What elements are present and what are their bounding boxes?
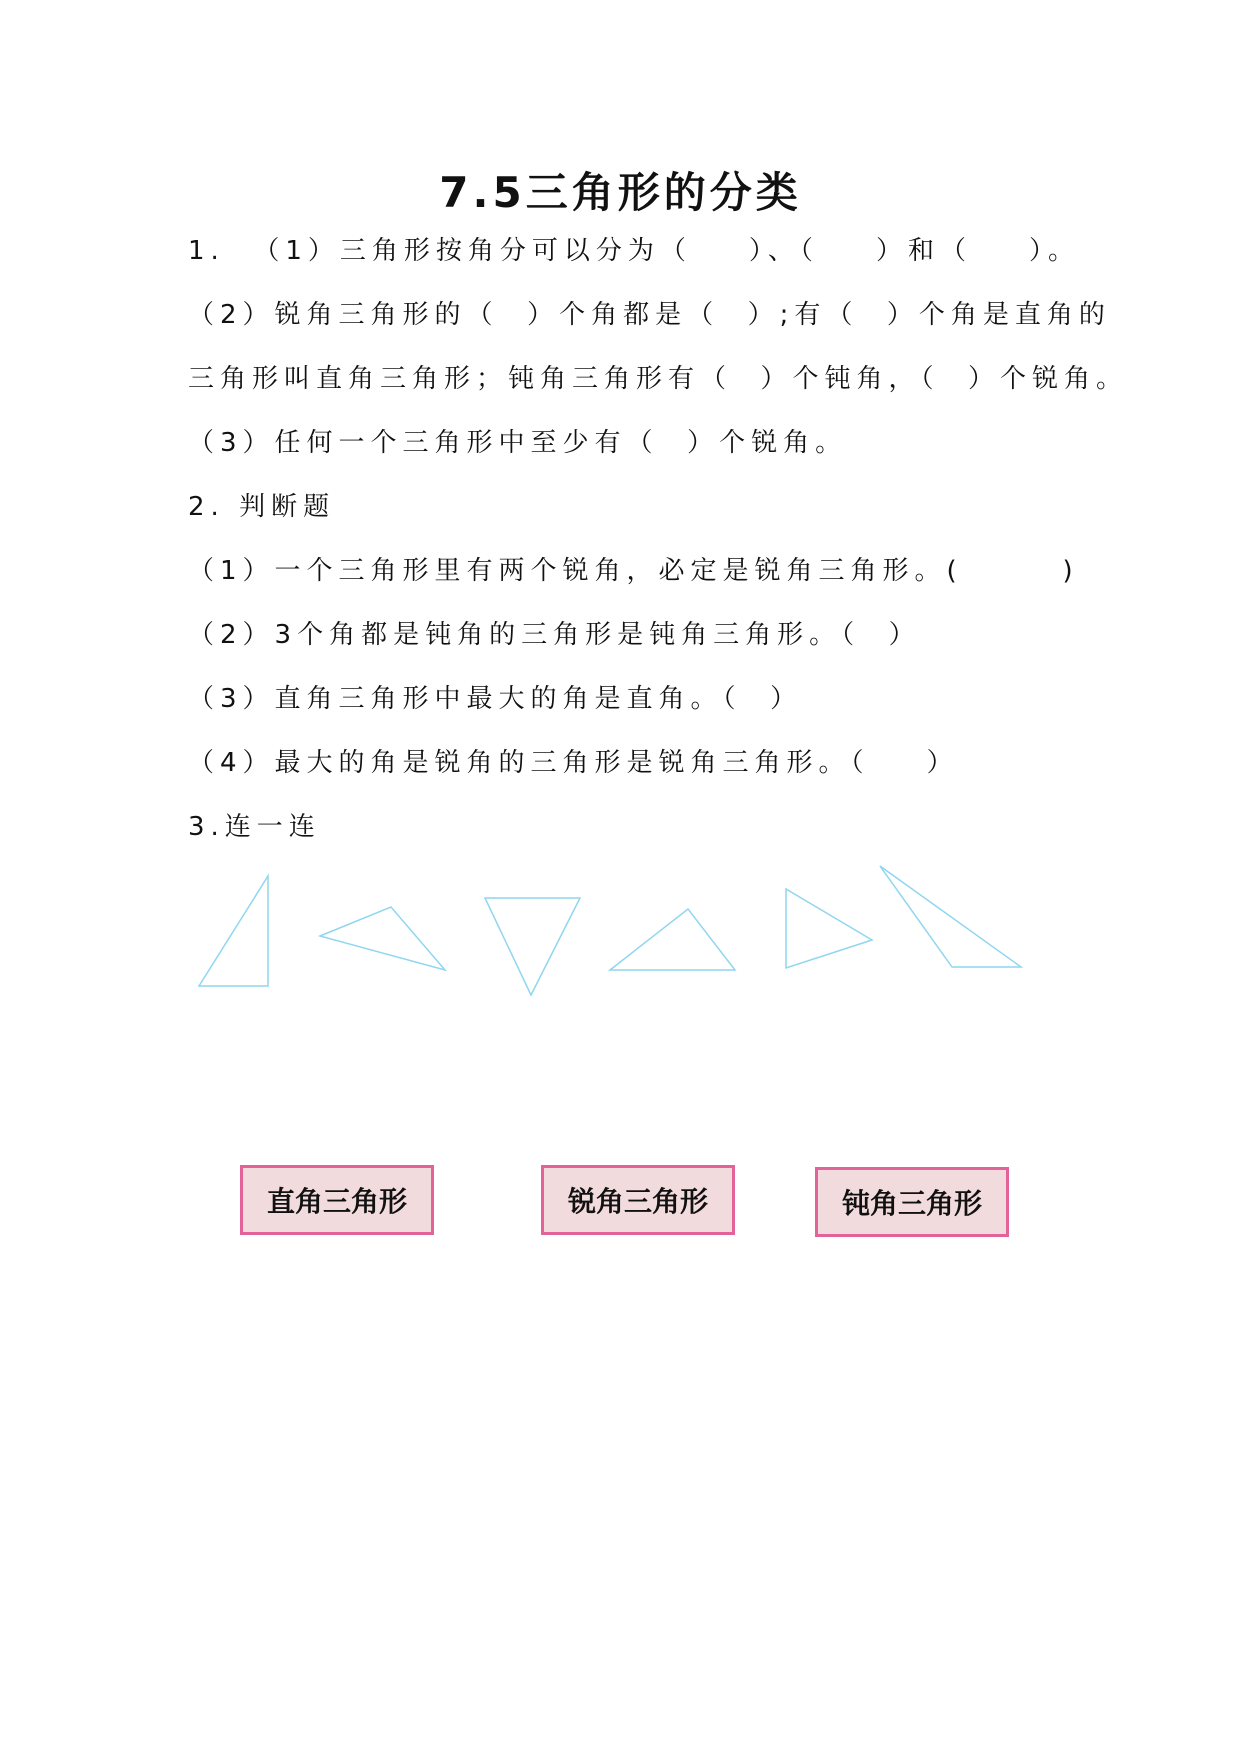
- q2-item: （2）3个角都是钝角的三角形是钝角三角形。（ ）: [188, 620, 921, 650]
- q2-heading: 2. 判断题: [188, 492, 336, 522]
- q3-heading: 3.连一连: [188, 812, 321, 842]
- triangle-obtuse[interactable]: [610, 909, 735, 970]
- page-title: 7.5三角形的分类: [439, 168, 802, 217]
- triangle-right[interactable]: [786, 889, 872, 968]
- triangle-acute[interactable]: [485, 898, 580, 995]
- triangle-obtuse[interactable]: [880, 866, 1021, 967]
- triangle-right[interactable]: [199, 876, 268, 986]
- q2-item: （4）最大的角是锐角的三角形是锐角三角形。（ ）: [188, 748, 959, 778]
- q1-part1: 1. （1）三角形按角分可以分为（ ）、（ ）和（ ）。: [188, 236, 1081, 266]
- label-right-triangle[interactable]: 直角三角形: [240, 1165, 434, 1235]
- q2-item: （1）一个三角形里有两个锐角，必定是锐角三角形。( ): [188, 556, 1079, 586]
- q1-part2-line2: 三角形叫直角三角形；钝角三角形有（ ）个钝角，（ ）个锐角。: [188, 364, 1129, 394]
- q1-part3: （3）任何一个三角形中至少有（ ）个锐角。: [188, 428, 848, 458]
- q1-part2-line1: （2）锐角三角形的（ ）个角都是（ ）;有（ ）个角是直角的: [188, 300, 1111, 330]
- q2-item: （3）直角三角形中最大的角是直角。（ ）: [188, 684, 803, 714]
- label-acute-triangle[interactable]: 锐角三角形: [541, 1165, 735, 1235]
- triangle-obtuse[interactable]: [320, 907, 445, 970]
- label-obtuse-triangle[interactable]: 钝角三角形: [815, 1167, 1009, 1237]
